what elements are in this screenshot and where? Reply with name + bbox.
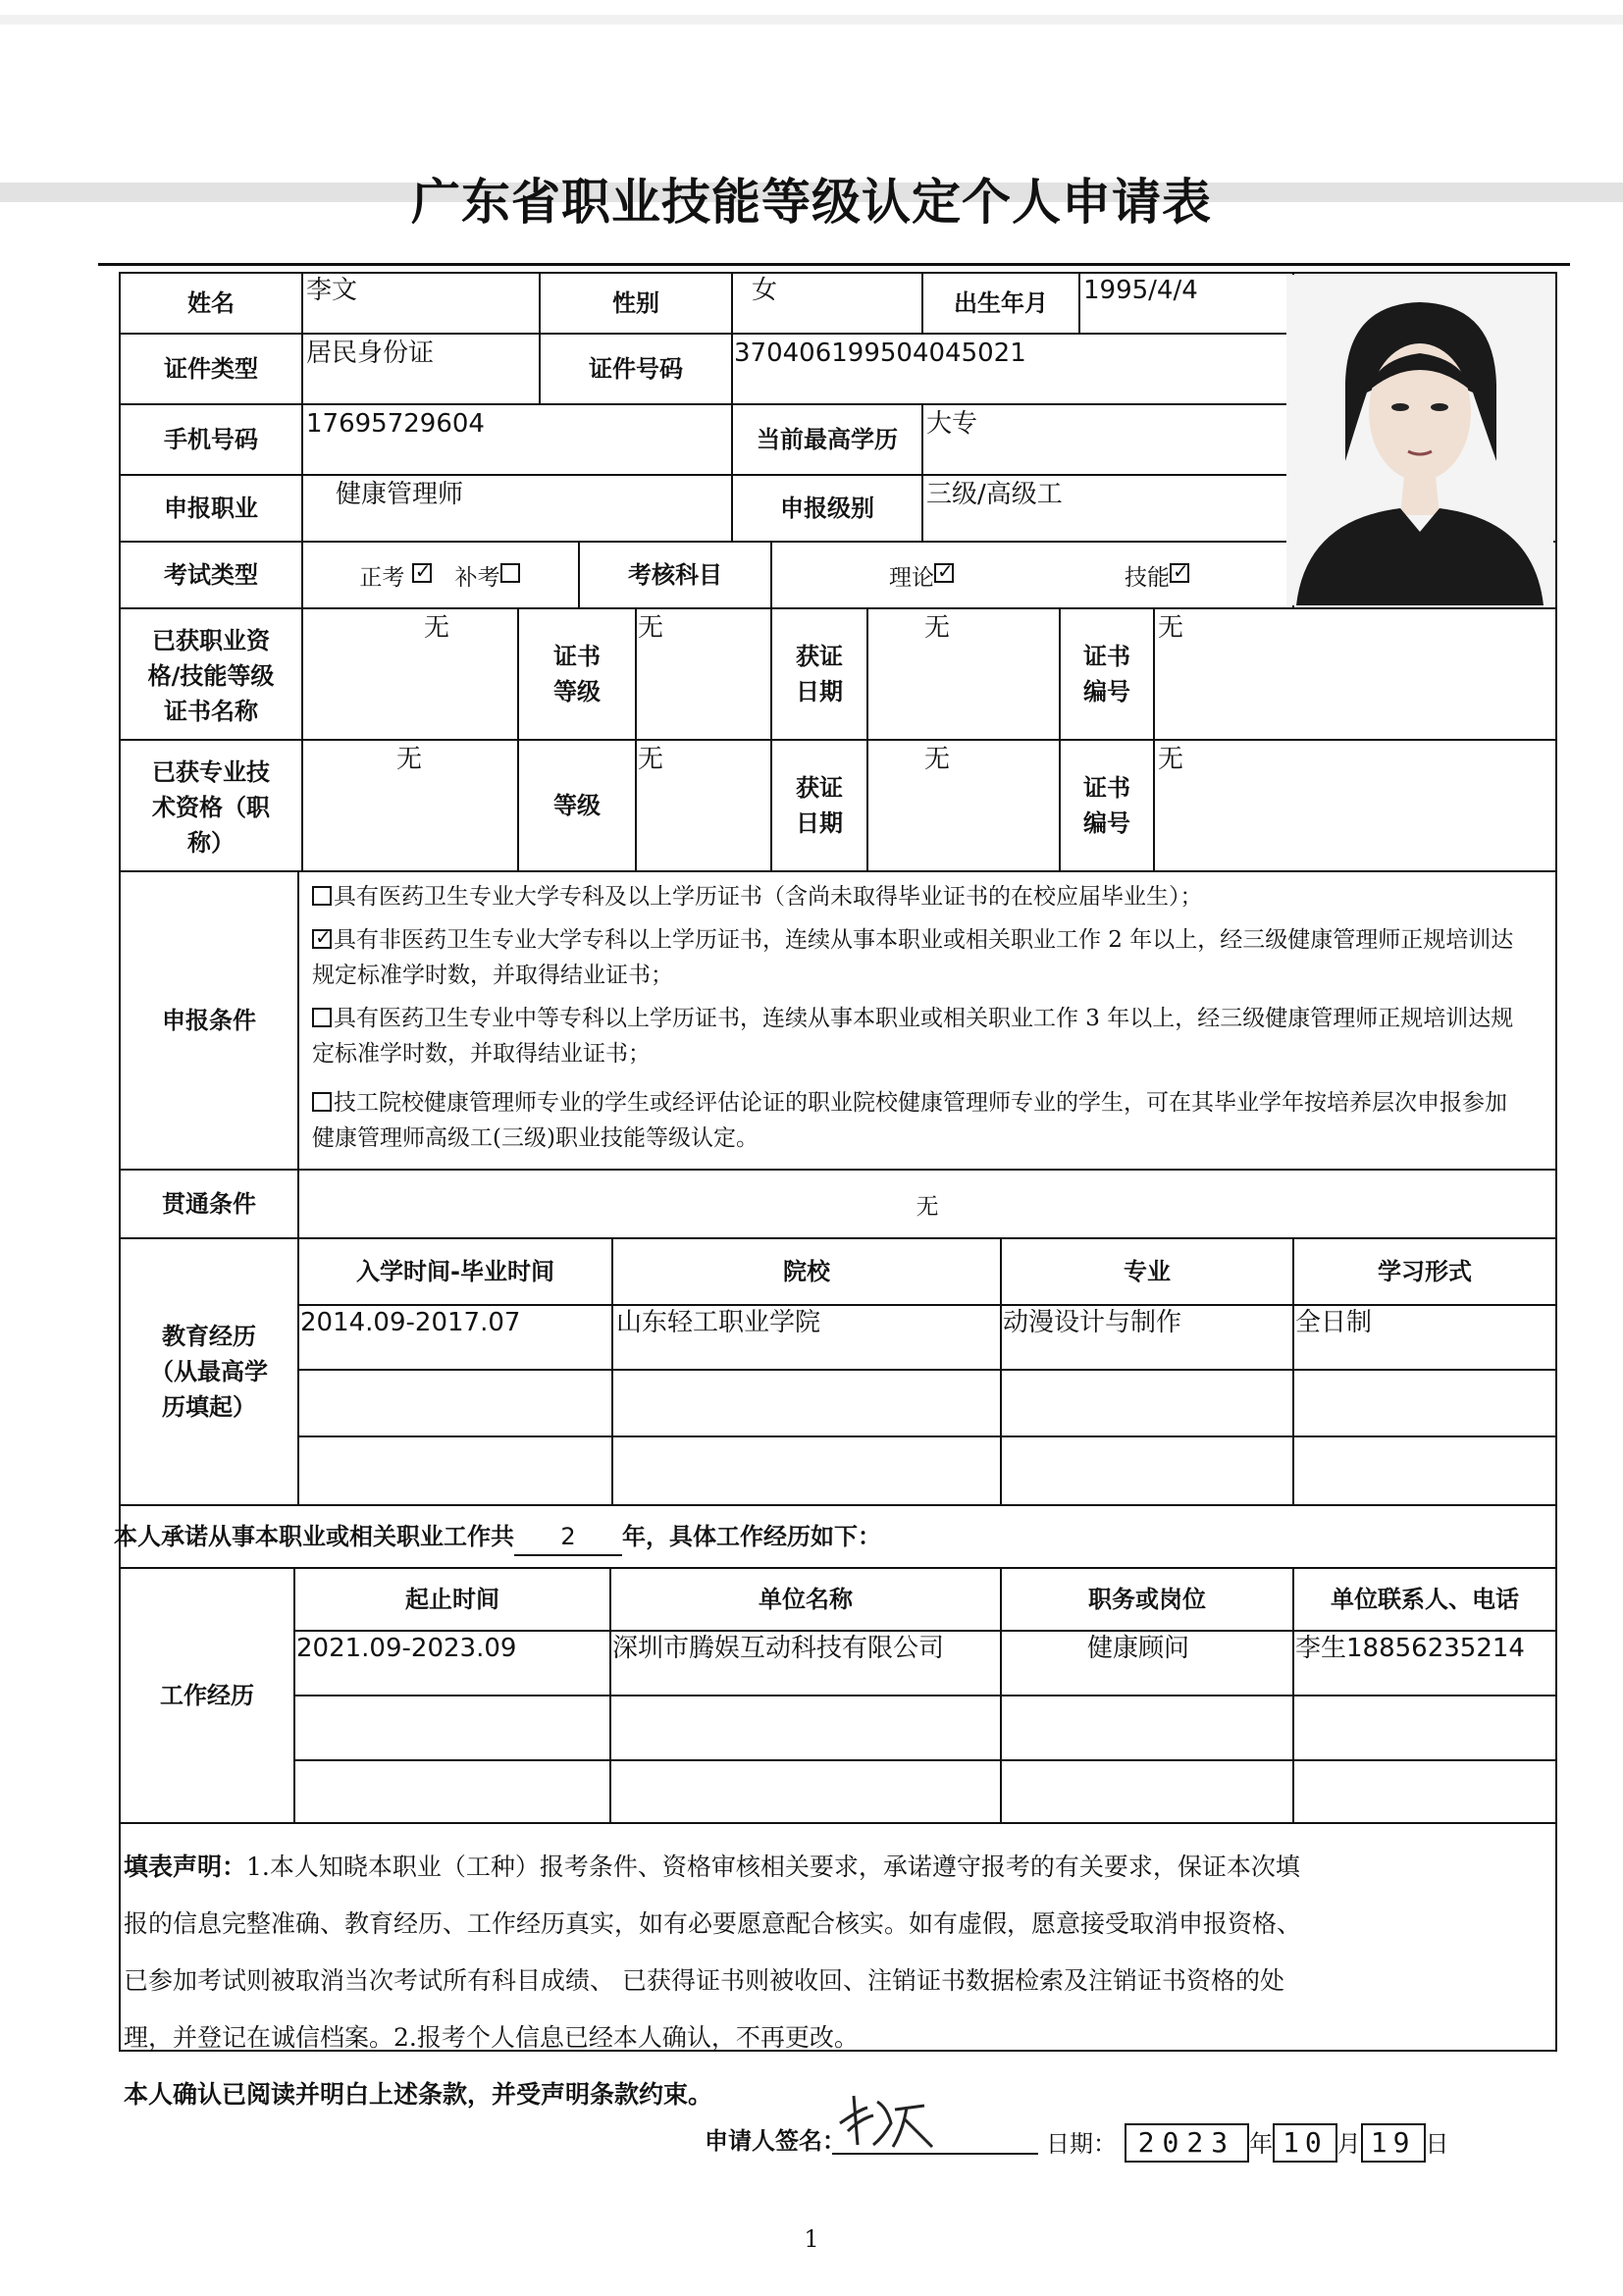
cert-grade-value: 无 <box>638 613 664 643</box>
work-row-1-company: 深圳市腾娱互动科技有限公司 <box>612 1634 945 1663</box>
title-cert-grade-value: 无 <box>638 745 664 774</box>
through-value: 无 <box>916 1193 939 1220</box>
promise-line <box>114 1519 881 1556</box>
sign-day: 19 <box>1361 2123 1426 2163</box>
promise-suffix: 年，具体工作经历如下： <box>622 1523 881 1550</box>
declaration-line-4: 理，并登记在诚信档案。2.报考个人信息已经本人确认，不再更改。 <box>124 2023 859 2052</box>
condition-item-3 <box>312 1001 1529 1071</box>
subject-label: 考核科目 <box>628 561 722 589</box>
id-no-label: 证件号码 <box>589 355 683 383</box>
title-cert-date-value: 无 <box>924 745 951 774</box>
title-cert-value: 无 <box>396 745 423 774</box>
declaration-line-1 <box>124 1839 1537 1896</box>
title-cert-label: 已获专业技术资格（职称） <box>152 758 270 857</box>
exam-type-label: 考试类型 <box>164 561 258 589</box>
condition-4-text: 技工院校健康管理师专业的学生或经评估论证的职业院校健康管理师专业的学生，可在其毕业学年按培养层次申报参加健康管理师高级工(三级)职业技能等级认定。 <box>312 1090 1507 1151</box>
condition-item-1 <box>312 879 1529 914</box>
work-header-period: 起止时间 <box>405 1586 499 1613</box>
condition-1-text: 具有医药卫生专业大学专科及以上学历证书（含尚未取得毕业证书的在校应届毕业生）； <box>334 884 1203 910</box>
edu-row-1-mode: 全日制 <box>1295 1308 1373 1337</box>
work-header-company: 单位名称 <box>759 1586 853 1613</box>
cert-value: 无 <box>424 613 450 643</box>
sign-label: 申请人签名： <box>705 2127 846 2155</box>
declaration-line-3: 已参加考试则被取消当次考试所有科目成绩、 已获得证书则被收回、注销证书数据检索及注销证书资格的处 <box>124 1966 1284 1995</box>
makeup-exam-checkbox[interactable] <box>500 563 520 583</box>
id-no-value: 370406199504045021 <box>734 339 1026 368</box>
skill-checkbox[interactable] <box>1170 563 1189 583</box>
sign-month-unit: 月 <box>1336 2130 1361 2158</box>
level-label: 申报级别 <box>780 495 874 522</box>
skill-text: 技能 <box>1125 564 1170 591</box>
birth-value: 1995/4/4 <box>1083 276 1198 305</box>
title-cert-grade-label: 等级 <box>553 792 601 819</box>
name-value: 李文 <box>306 276 358 305</box>
cert-label: 已获职业资格/技能等级证书名称 <box>147 627 275 725</box>
gender-label: 性别 <box>612 289 659 317</box>
phone-label: 手机号码 <box>164 426 258 453</box>
birth-label: 出生年月 <box>954 289 1048 317</box>
title-cert-no-label: 证书编号 <box>1083 774 1130 837</box>
theory-checkbox[interactable] <box>934 563 954 583</box>
work-header-contact: 单位联系人、电话 <box>1331 1586 1519 1613</box>
condition-2-checkbox[interactable] <box>312 929 332 949</box>
sign-year-unit: 年 <box>1249 2130 1274 2158</box>
declaration-heading: 填表声明： <box>124 1852 247 1881</box>
phone-value: 17695729604 <box>306 409 485 439</box>
theory-text: 理论 <box>889 564 934 591</box>
edu-row-1-period: 2014.09-2017.07 <box>300 1308 521 1337</box>
work-header-position: 职务或岗位 <box>1088 1586 1206 1613</box>
id-type-label: 证件类型 <box>164 355 258 383</box>
sign-day-unit: 日 <box>1425 2130 1449 2158</box>
skill-option <box>1099 542 1217 608</box>
conditions-label: 申报条件 <box>162 1007 256 1034</box>
sign-year: 2023 <box>1125 2123 1249 2163</box>
id-type-value: 居民身份证 <box>306 339 435 368</box>
condition-1-checkbox[interactable] <box>312 886 332 906</box>
edu-row-1-major: 动漫设计与制作 <box>1003 1308 1182 1337</box>
cert-grade-label: 证书等级 <box>553 643 601 705</box>
work-row-1-contact: 李生18856235214 <box>1295 1634 1525 1663</box>
declaration-line-2: 报的信息完整准确、教育经历、工作经历真实，如有必要愿意配合核实。如有虚假，愿意接受取消申报资格、 <box>124 1909 1302 1938</box>
name-label: 姓名 <box>187 289 235 317</box>
occupation-label: 申报职业 <box>164 495 258 522</box>
edu-header-mode: 学习形式 <box>1378 1258 1472 1285</box>
edu-row-1-school: 山东轻工职业学院 <box>616 1308 821 1337</box>
applicant-photo <box>1286 275 1553 605</box>
sign-date <box>1046 2123 1449 2163</box>
occupation-value: 健康管理师 <box>336 480 464 509</box>
condition-4-checkbox[interactable] <box>312 1092 332 1112</box>
gender-value: 女 <box>752 276 778 305</box>
theory-option <box>864 542 981 608</box>
declaration-text-1: 1.本人知晓本职业（工种）报考条件、资格审核相关要求，承诺遵守报考的有关要求，保证本次填 <box>246 1852 1300 1881</box>
normal-exam-checkbox[interactable] <box>412 563 432 583</box>
edu-header-school: 院校 <box>783 1258 830 1285</box>
education-value: 大专 <box>926 409 978 439</box>
page-number: 1 <box>804 2225 819 2253</box>
through-label: 贯通条件 <box>162 1190 256 1218</box>
cert-date-value: 无 <box>924 613 951 643</box>
sign-date-label: 日期： <box>1046 2130 1117 2158</box>
form-title: 广东省职业技能等级认定个人申请表 <box>411 173 1212 231</box>
title-cert-no-value: 无 <box>1158 745 1184 774</box>
condition-3-checkbox[interactable] <box>312 1008 332 1027</box>
normal-exam-text: 正考 <box>359 564 405 591</box>
education-label: 当前最高学历 <box>757 426 898 453</box>
condition-item-2 <box>312 922 1529 993</box>
edu-header-major: 专业 <box>1124 1258 1171 1285</box>
work-row-1-position: 健康顾问 <box>1087 1634 1190 1663</box>
cert-date-label: 获证日期 <box>796 643 843 705</box>
level-value: 三级/高级工 <box>926 480 1063 509</box>
promise-prefix: 本人承诺从事本职业或相关职业工作共 <box>114 1523 514 1550</box>
edu-label: 教育经历（从最高学历填起） <box>150 1323 268 1421</box>
edu-header-period: 入学时间-毕业时间 <box>356 1258 554 1285</box>
work-label: 工作经历 <box>160 1682 254 1709</box>
sign-month: 10 <box>1273 2123 1337 2163</box>
applicant-signature <box>834 2086 942 2155</box>
condition-2-text: 具有非医药卫生专业大学专科以上学历证书，连续从事本职业或相关职业工作 2 年以上，经三级健康管理师正规培训达规定标准学时数，并取得结业证书； <box>312 927 1514 988</box>
promise-years: 2 <box>514 1519 622 1556</box>
cert-no-label: 证书编号 <box>1083 643 1130 705</box>
cert-no-value: 无 <box>1158 613 1184 643</box>
condition-item-4 <box>312 1085 1529 1156</box>
title-cert-date-label: 获证日期 <box>796 774 843 837</box>
work-row-1-period: 2021.09-2023.09 <box>296 1634 517 1663</box>
condition-3-text: 具有医药卫生专业中等专科以上学历证书，连续从事本职业或相关职业工作 3 年以上，经三级健康管理师正规培训达规定标准学时数，并取得结业证书； <box>312 1006 1514 1067</box>
declaration-confirm: 本人确认已阅读并明白上述条款，并受声明条款约束。 <box>124 2080 713 2109</box>
exam-type-options <box>302 542 579 608</box>
makeup-exam-text: 补考 <box>454 564 500 591</box>
